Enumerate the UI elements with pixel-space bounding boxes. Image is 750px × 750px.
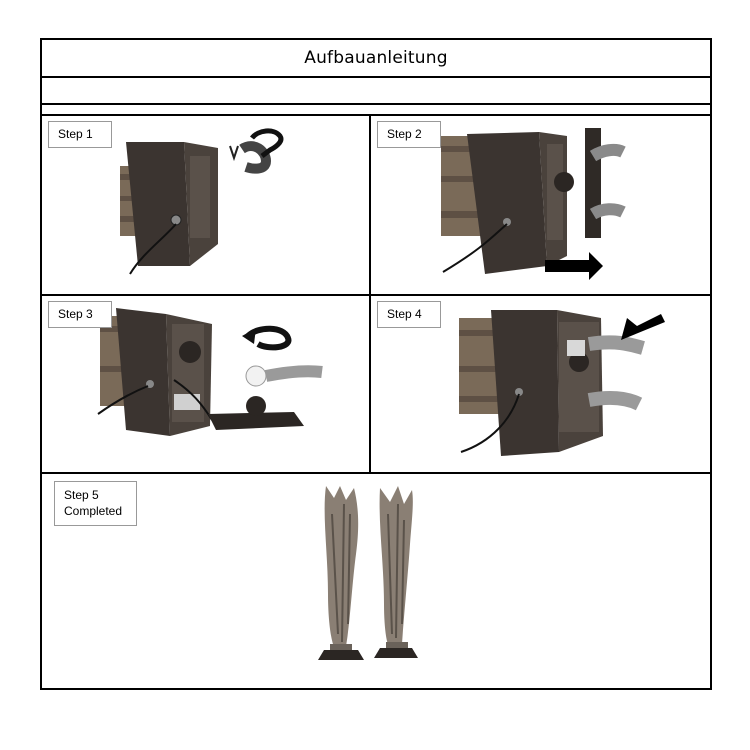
empty-row bbox=[42, 78, 710, 105]
step-4-label: Step 4 bbox=[377, 301, 441, 328]
step-5-title: Step 5 bbox=[64, 488, 99, 502]
page-title: Aufbauanleitung bbox=[42, 40, 710, 78]
step-3-label: Step 3 bbox=[48, 301, 112, 328]
step-5-panel bbox=[42, 474, 710, 688]
step-4-panel bbox=[371, 296, 710, 474]
step-1-panel bbox=[42, 116, 371, 296]
diagonal-arrow-icon bbox=[621, 314, 665, 340]
step-1-label: Step 1 bbox=[48, 121, 112, 148]
step-3-panel bbox=[42, 296, 371, 474]
step-5-label bbox=[54, 481, 137, 526]
step-2-panel bbox=[371, 116, 710, 296]
step-5-sublabel: Completed bbox=[64, 504, 123, 518]
empty-row-thin bbox=[42, 105, 710, 116]
instruction-sheet bbox=[40, 38, 712, 690]
step-2-label: Step 2 bbox=[377, 121, 441, 148]
completed-lamps-image bbox=[42, 474, 710, 688]
